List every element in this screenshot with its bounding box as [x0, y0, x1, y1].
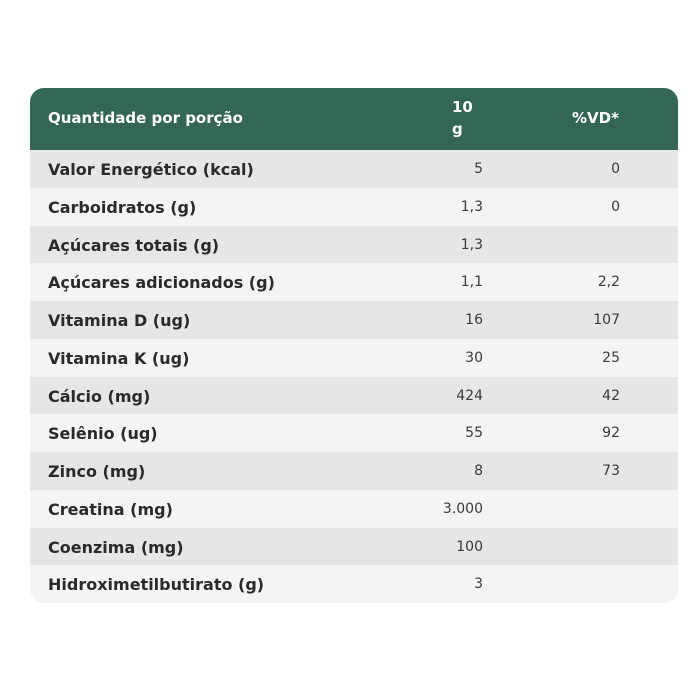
row-amount: 1,3 — [460, 198, 483, 215]
nutrition-table — [30, 88, 678, 603]
table-row — [30, 226, 678, 264]
row-amount: 30 — [465, 349, 483, 366]
header-vd: %VD* — [572, 109, 619, 127]
table-row — [30, 452, 678, 490]
row-label: Açúcares totais (g) — [48, 235, 220, 255]
table-row — [30, 490, 678, 528]
row-vd: 92 — [602, 425, 620, 442]
row-vd: 107 — [593, 312, 620, 328]
header-portion-unit: g — [452, 120, 463, 138]
row-vd: 25 — [602, 349, 620, 366]
header-quantity-label: Quantidade por porção — [48, 109, 243, 127]
table-row — [30, 414, 678, 452]
row-amount: 16 — [465, 312, 483, 328]
row-label: Cálcio (mg) — [48, 386, 151, 406]
table-row — [30, 263, 678, 301]
table-row — [30, 188, 678, 226]
row-vd: 73 — [602, 463, 620, 479]
row-label: Vitamina K (ug) — [48, 348, 190, 368]
row-amount: 5 — [474, 161, 483, 177]
row-amount: 55 — [465, 425, 483, 442]
row-amount: 3 — [474, 576, 483, 593]
row-label: Creatina (mg) — [48, 499, 173, 519]
table-row — [30, 150, 678, 188]
row-amount: 8 — [474, 463, 483, 479]
row-label: Açúcares adicionados (g) — [48, 273, 275, 293]
row-label: Vitamina D (ug) — [48, 311, 191, 330]
row-vd: 42 — [602, 387, 620, 404]
header-portion-number: 10 — [452, 98, 473, 116]
header-portion-amount — [440, 96, 484, 140]
row-label: Valor Energético (kcal) — [48, 160, 254, 179]
table-row — [30, 301, 678, 339]
table-row — [30, 528, 678, 566]
row-label: Coenzima (mg) — [48, 537, 184, 557]
row-label: Selênio (ug) — [48, 424, 158, 444]
table-row — [30, 339, 678, 377]
table-header — [30, 88, 678, 150]
row-label: Carboidratos (g) — [48, 197, 197, 217]
row-vd: 0 — [611, 198, 620, 215]
row-vd: 2,2 — [597, 274, 620, 291]
row-amount: 1,3 — [460, 236, 483, 253]
row-label: Zinco (mg) — [48, 462, 146, 481]
table-row — [30, 377, 678, 415]
row-amount: 1,1 — [460, 274, 483, 291]
row-label: Hidroximetilbutirato (g) — [48, 575, 265, 595]
row-amount: 100 — [456, 538, 483, 555]
row-amount: 424 — [456, 387, 483, 404]
row-vd: 0 — [611, 161, 620, 177]
row-amount: 3.000 — [442, 500, 483, 517]
table-row — [30, 565, 678, 603]
